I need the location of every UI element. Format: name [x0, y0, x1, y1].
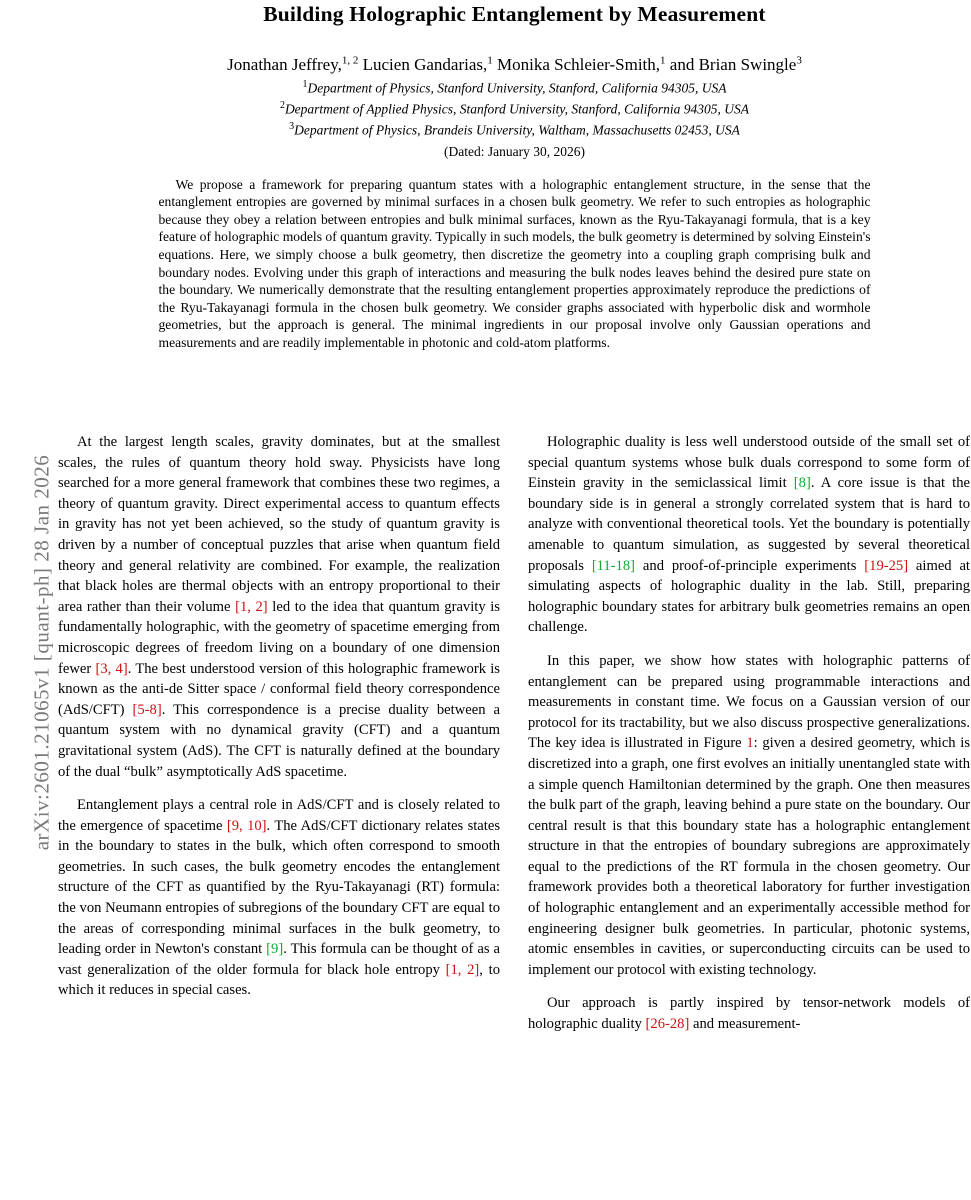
- arxiv-identifier-stamp: arXiv:2601.21065v1 [quant-ph] 28 Jan 2026: [29, 454, 54, 851]
- affiliation-marker: 3: [289, 120, 295, 132]
- page-title: Building Holographic Entanglement by Measurement: [263, 2, 766, 26]
- author-affil-marker: 1, 2: [341, 54, 359, 66]
- author-name-2: Lucien Gandarias,$^1$: [362, 54, 493, 74]
- author-name-1: Jonathan Jeffrey,$^{1, 2}$: [227, 54, 359, 74]
- affiliation-marker: 1: [302, 78, 308, 90]
- paper-page: [58, 0, 971, 1200]
- body-columns: [58, 432, 971, 1035]
- left-column: [58, 432, 500, 1035]
- citation-link[interactable]: [9]: [266, 941, 284, 958]
- affiliation-marker: 2: [279, 99, 285, 111]
- citation-link[interactable]: [8]: [793, 475, 811, 492]
- affiliation-1: [58, 76, 971, 97]
- date-line: (Dated: January 30, 2026): [444, 143, 585, 159]
- citation-link[interactable]: [3, 4]: [95, 660, 128, 677]
- affiliation-text: Department of Physics, Stanford University, Stanford, California 94305, USA: [307, 80, 727, 96]
- author-affil-marker: 1: [487, 54, 493, 66]
- author-affil-marker: 1: [660, 54, 666, 66]
- citation-link[interactable]: [5-8]: [132, 701, 162, 718]
- citation-link[interactable]: [11-18]: [591, 557, 636, 574]
- affiliation-2: [58, 97, 971, 118]
- affiliation-3: [58, 118, 971, 139]
- right-column: [528, 432, 970, 1035]
- author-name-4: and Brian Swingle$^3$: [669, 54, 802, 74]
- figure-reference-link[interactable]: 1: [746, 735, 754, 752]
- affiliation-text: Department of Applied Physics, Stanford University, Stanford, California 94305, USA: [284, 101, 750, 117]
- citation-link[interactable]: [9, 10]: [226, 817, 267, 834]
- citation-link[interactable]: [19-25]: [864, 557, 909, 574]
- citation-link[interactable]: [26-28]: [645, 1016, 690, 1033]
- affiliation-text: Department of Physics, Brandeis University, Waltham, Massachusetts 02453, USA: [294, 122, 740, 138]
- author-list: [58, 49, 971, 76]
- paragraph: In this paper, we show how states with holographic patterns of entanglement can be prepared using programmable interactions and measurements in constant time. We focus on a Gaussian version of our protocol for its tractability, but we also discuss prospective generalizations. The key idea is illustrated in Figure 1: given a desired geometry, which is discretized into a graph, one first evolves an initially unentangled state with a simple quench Hamiltonian determined by the graph. One then measures the bulk part of the graph, leaving behind a pure state on the boundary. Our central result is that this boundary state has a holographic entanglement structure in that the entropies of boundary subregions are approximately equal to the predictions of the RT formula in the chosen geometry. Our framework provides both a theoretical laboratory for further investigation of holographic entanglement and an experimentally accessible method for engineering designer bulk geometries. In particular, photonic systems, atomic ensembles in cavities, or superconducting circuits can be used to implement our protocol with existing technology.: [528, 652, 970, 978]
- paragraph: Our approach is partly inspired by tensor-network models of holographic duality [26-28] and measurement-: [528, 995, 970, 1033]
- citation-link[interactable]: [1, 2]: [445, 961, 480, 978]
- paragraph: Holographic duality is less well understood outside of the small set of special quantum systems whose bulk duals correspond to some form of Einstein gravity in the semiclassical limit [8]. A core issue is that the boundary side is in general a strongly correlated system that is hard to analyze with conventional theoretical tools. Yet the boundary is potentially amenable to quantum simulation, as suggested by several theoretical proposals [11-18] and proof-of-principle experiments [19-25] aimed at simulating aspects of holographic duality in the lab. Still, preparing holographic boundary states for arbitrary bulk geometries remains an open challenge.: [528, 434, 970, 636]
- abstract-text: We propose a framework for preparing quantum states with a holographic entanglement structure, in the sense that the entanglement entropies are governed by minimal surfaces in a chosen bulk geometry. We refer to such entropies as holographic because they obey a relation between entropies and bulk minimal surfaces, known as the Ryu-Takayanagi formula, that is a key feature of holographic models of quantum gravity. Typically in such models, the bulk geometry is determined by solving Einstein's equations. Here, we simply choose a bulk geometry, then discretize the geometry into a coupling graph comprising bulk and boundary nodes. Evolving under this graph of interactions and measuring the bulk nodes leaves behind the desired pure state on the boundary. We numerically demonstrate that the resulting entanglement properties approximately reproduce the predictions of the Ryu-Takayanagi formula in the chosen bulk geometry. We consider graphs associated with hyperbolic disk and wormhole geometries, but the approach is general. The minimal ingredients in our proposal involve only Gaussian operations and measurements and are readily implementable in photonic and cold-atom platforms.: [158, 176, 871, 350]
- paragraph: At the largest length scales, gravity dominates, but at the smallest scales, the rules of quantum theory hold sway. Physicists have long searched for a more general framework that combines these two regimes, a theory of quantum gravity. Direct experimental access to quantum effects in gravity has not yet been achieved, so the study of quantum gravity is driven by a number of conceptual puzzles that arise when quantum field theory and general relativity are combined. For example, the realization that black holes are thermal objects with an entropy proportional to their area rather than their volume [1, 2] led to the idea that quantum gravity is fundamentally holographic, with the geometry of spacetime emerging from microscopic degrees of freedom living on a boundary of one dimension fewer [3, 4]. The best understood version of this holographic framework is known as the anti-de Sitter space / conformal field theory correspondence (AdS/CFT) [5-8]. This correspondence is a precise duality between a quantum system with no dynamical gravity (CFT) and a quantum gravitational system (AdS). The CFT is naturally defined at the boundary of the dual “bulk” asymptotically AdS spacetime.: [58, 434, 501, 780]
- author-name-3: Monika Schleier-Smith,$^1$: [497, 54, 666, 74]
- citation-link[interactable]: [1, 2]: [235, 598, 268, 615]
- paragraph: Entanglement plays a central role in AdS/CFT and is closely related to the emergence of spacetime [9, 10]. The AdS/CFT dictionary relates states in the boundary to states in the bulk, which often correspond to smooth geometries. In such cases, the bulk geometry encodes the entanglement structure of the CFT as quantified by the Ryu-Takayanagi (RT) formula: the von Neumann entropies of subregions of the boundary CFT are equal to the areas of corresponding minimal surfaces in the bulk geometry, to leading order in Newton's constant [9]. This formula can be thought of as a vast generalization of the older formula for black hole entropy [1, 2], to which it reduces in special cases.: [58, 797, 501, 999]
- author-affil-marker: 3: [796, 54, 802, 66]
